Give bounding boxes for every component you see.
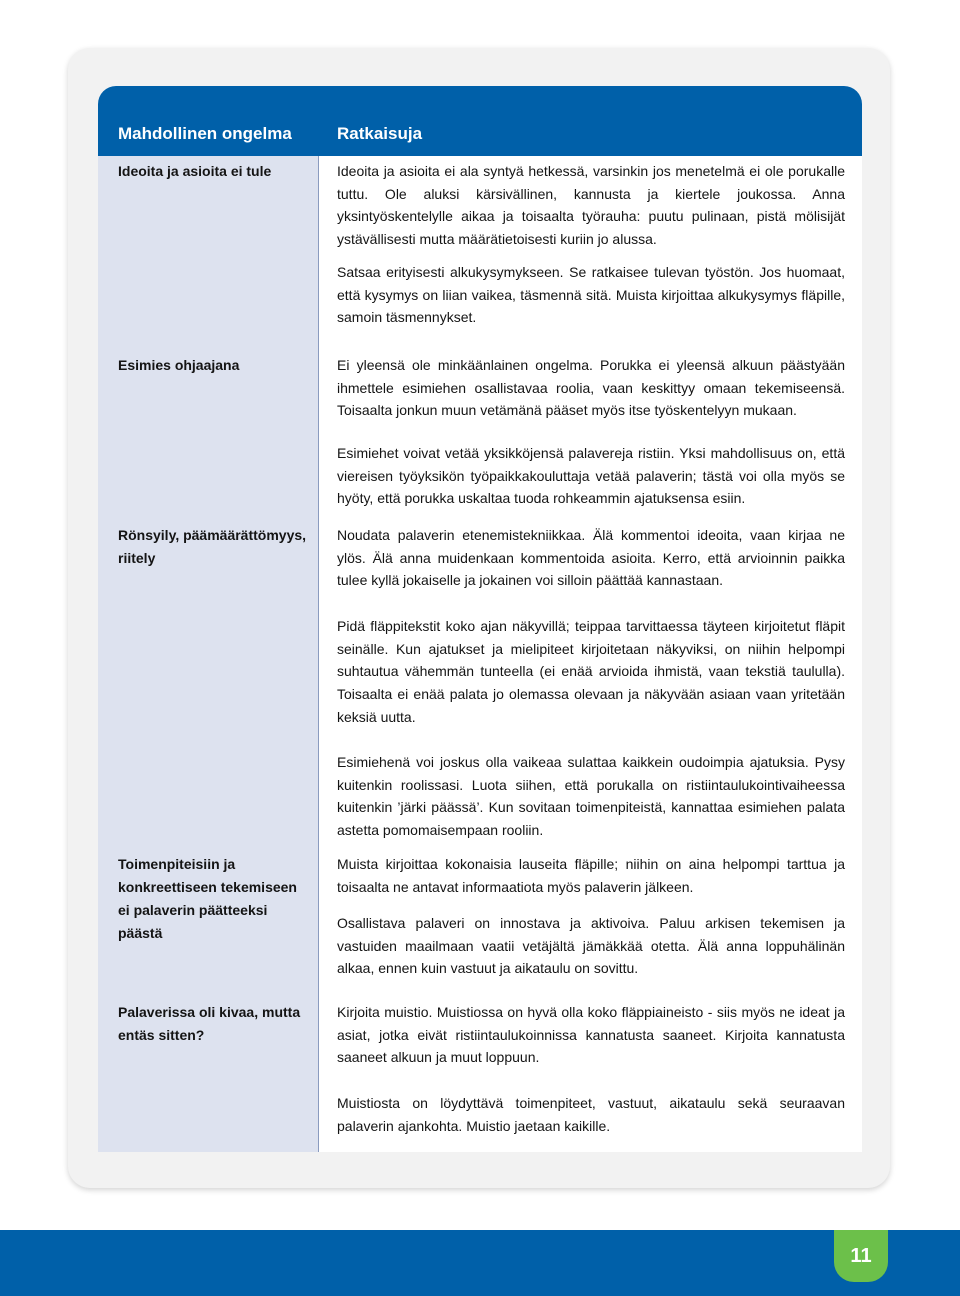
problem-label: Esimies ohjaajana: [118, 357, 240, 373]
solution-paragraph: Esimiehet voivat vetää yksikköjensä palavereja ristiin. Yksi mahdollisuus on, että viereisen työyksikön työpaikkakouluttaja vetää palaverin; tästä voi olla myös se hyöty, että porukka uskaltaa tuoda rohkeammin ajatuksensa esiin.: [337, 445, 845, 507]
solution-paragraph: Satsaa erityisesti alkukysymykseen. Se ratkaisee tulevan työstön. Jos huomaat, että kysymys on liian vaikea, täsmennä sitä. Muista kirjoittaa alkukysymys fläpille, samoin täsmennykset.: [337, 264, 845, 326]
page-number: 11: [834, 1230, 888, 1282]
header-problem: Mahdollinen ongelma: [118, 124, 292, 143]
solution-paragraph: Muista kirjoittaa kokonaisia lauseita fläpille; niihin on aina helpompi tarttua ja toisaalta ne antavat informaatiota myös palaverin jälkeen.: [337, 856, 845, 895]
solution-paragraph: Kirjoita muistio. Muistiossa on hyvä olla koko fläppiaineisto - siis myös ne ideat ja asiat, jotka eivät ristiintaulukoinnissa kannatusta saaneet. Kirjoita kannatusta saaneet alkuun ja muut loppuun.: [337, 1004, 845, 1066]
table-header: [98, 86, 862, 156]
solution-paragraph: Noudata palaverin etenemistekniikkaa. Älä kommentoi ideoita, vaan kirjaa ne ylös. Älä anna muidenkaan kommentoida asioita. Kerro, että arvioinnin paikka tulee kyllä jokaiselle ja jokainen voi silloin päättää kannastaan.: [337, 527, 845, 589]
footer-band: [0, 1230, 960, 1296]
solution-paragraph: Ideoita ja asioita ei ala syntyä hetkessä, varsinkin jos menetelmä ei ole porukalle tuttu. Ole aluksi kärsivällinen, kannusta ja kiertele joukossa. Anna yksintyöskentelylle aikaa ja toisaalta työrauha: puutu pulinaan, pistä mölisijät ystävällisesti mutta määrätietoisesti kuriin jo alussa.: [337, 163, 845, 248]
solution-paragraph: Muistiosta on löydyttävä toimenpiteet, vastuut, aikataulu sekä seuraavan palaverin ajankohta. Muistio jaetaan kaikille.: [337, 1095, 845, 1134]
problem-label: Rönsyily, päämäärättömyys, riitely: [118, 527, 307, 566]
problem-solution-table: [98, 86, 862, 1152]
problem-label: Ideoita ja asioita ei tule: [118, 163, 272, 179]
problem-label: Toimenpiteisiin ja konkreettiseen tekemiseen ei palaverin päätteeksi päästä: [118, 856, 297, 941]
solution-paragraph: Esimiehenä voi joskus olla vaikeaa sulattaa kaikkein oudoimpia ajatuksia. Pysy kuitenkin roolissasi. Luota siihen, että porukalla on ristiintaulukointivaiheessa kuitenkin ’järki päässä’. Kun sovitaan toimenpiteistä, kannattaa esimiehen palata astetta pomomaisempaan rooliin.: [337, 754, 845, 839]
problem-label: Palaverissa oli kivaa, mutta entäs sitten?: [118, 1004, 301, 1043]
header-solutions: Ratkaisuja: [337, 124, 423, 143]
solution-paragraph: Ei yleensä ole minkäänlainen ongelma. Porukka ei yleensä alkuun päästyään ihmettele esimiehen osallistavaa roolia, vaan keskittyy omaan tekemiseensä. Toisaalta jonkun muun vetämänä pääset myös itse työskentelyyn mukaan.: [337, 357, 845, 419]
solution-paragraph: Pidä fläppitekstit koko ajan näkyvillä; teippaa tarvittaessa täyteen kirjoitetut fläpit seinälle. Kun ajatukset ja mielipiteet kirjoitetaan näkyviksi, on niihin helpompi suhtautua vähemmän tunteella (ei enää arvioida ihmistä, vaan tekstiä taululla). Toisaalta ei enää palata jo olemassa olevaan ja näkyvään asiaan vaan yritetään keksiä uutta.: [337, 618, 845, 725]
solution-paragraph: Osallistava palaveri on innostava ja aktivoiva. Paluu arkisen tekemisen ja vastuiden maailmaan vaatii vetäjältä jämäkkää otetta. Älä anna loppuhälinän alkaa, ennen kuin vastuut ja aikataulu on sovittu.: [337, 915, 845, 977]
